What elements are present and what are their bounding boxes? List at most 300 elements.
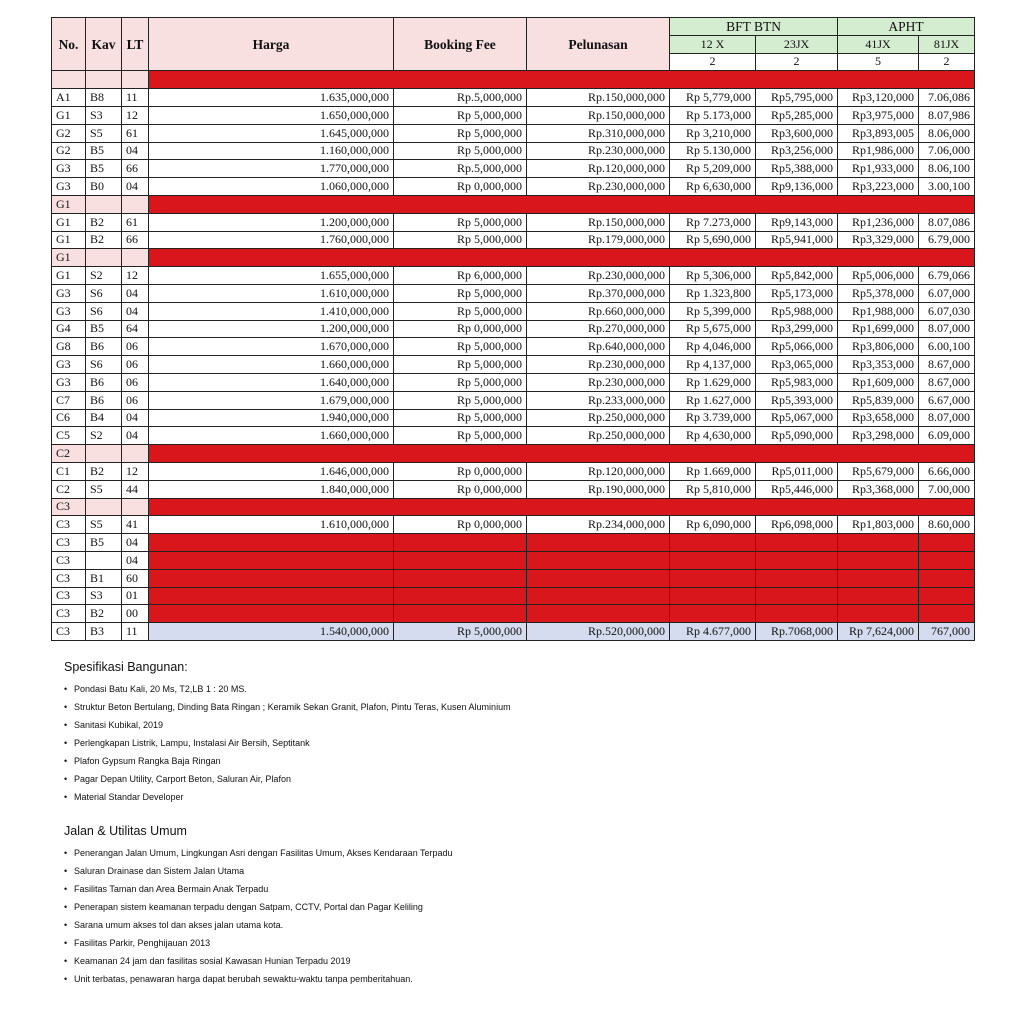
cell-booking-fee: Rp 5,000,000: [394, 338, 527, 356]
cell-installment: Rp5,090,000: [756, 427, 838, 445]
cell-installment: Rp5,839,000: [838, 391, 919, 409]
specifications-section: [64, 660, 984, 988]
cell-installment: 767,000: [919, 623, 975, 641]
cell-installment: Rp5,011,000: [756, 462, 838, 480]
table-row: [52, 409, 975, 427]
cell-lt: 66: [122, 231, 149, 249]
cell-installment: Rp 5,810,000: [670, 480, 756, 498]
cell-kav: B6: [86, 391, 122, 409]
red-cell: [149, 605, 394, 623]
cell-pelunasan: Rp.640,000,000: [527, 338, 670, 356]
bullet-item: • Fasilitas Parkir, Penghijauan 2013: [64, 934, 984, 952]
cell-pelunasan: Rp.120,000,000: [527, 160, 670, 178]
cell-installment: 8.06,100: [919, 160, 975, 178]
cell-booking-fee: Rp 5,000,000: [394, 142, 527, 160]
cell-kav: S6: [86, 356, 122, 374]
cell-pelunasan: Rp.150,000,000: [527, 213, 670, 231]
cell-kav: [86, 195, 122, 213]
red-cell: [670, 534, 756, 552]
cell-harga: 1.200,000,000: [149, 320, 394, 338]
cell-no: C1: [52, 462, 86, 480]
cell-booking-fee: Rp 6,000,000: [394, 267, 527, 285]
cell-no: G1: [52, 195, 86, 213]
cell-harga: 1.940,000,000: [149, 409, 394, 427]
cell-installment: Rp3,223,000: [838, 178, 919, 196]
table-row: [52, 551, 975, 569]
table-row: [52, 480, 975, 498]
table-row: [52, 445, 975, 463]
cell-no: G1: [52, 249, 86, 267]
cell-no: G8: [52, 338, 86, 356]
table-row: [52, 498, 975, 516]
cell-lt: 04: [122, 427, 149, 445]
table-row: [52, 356, 975, 374]
table-row: [52, 587, 975, 605]
cell-installment: 8.07,986: [919, 106, 975, 124]
cell-installment: Rp5,446,000: [756, 480, 838, 498]
price-table: [51, 17, 975, 641]
cell-installment: Rp 5.130,000: [670, 142, 756, 160]
cell-pelunasan: Rp.190,000,000: [527, 480, 670, 498]
cell-installment: Rp9,136,000: [756, 178, 838, 196]
red-cell: [838, 605, 919, 623]
cell-lt: 12: [122, 267, 149, 285]
header-booking-fee: Booking Fee: [394, 18, 527, 71]
cell-installment: Rp6,098,000: [756, 516, 838, 534]
cell-no: G1: [52, 267, 86, 285]
cell-no: G3: [52, 178, 86, 196]
cell-booking-fee: Rp 5,000,000: [394, 124, 527, 142]
cell-harga: 1.610,000,000: [149, 284, 394, 302]
header-lt: LT: [122, 18, 149, 71]
cell-lt: 41: [122, 516, 149, 534]
table-row: [52, 160, 975, 178]
red-cell: [394, 551, 527, 569]
bullet-item: • Sanitasi Kubikal, 2019: [64, 716, 984, 734]
red-cell: [670, 605, 756, 623]
cell-booking-fee: Rp 5,000,000: [394, 409, 527, 427]
cell-pelunasan: Rp.150,000,000: [527, 89, 670, 107]
red-cell: [838, 569, 919, 587]
cell-installment: Rp3,329,000: [838, 231, 919, 249]
spec-list: [64, 680, 984, 806]
cell-installment: Rp 4,137,000: [670, 356, 756, 374]
red-cell: [670, 569, 756, 587]
cell-installment: Rp 5,306,000: [670, 267, 756, 285]
cell-kav: S5: [86, 516, 122, 534]
header-count: 5: [838, 53, 919, 71]
cell-booking-fee: Rp 0,000,000: [394, 516, 527, 534]
cell-installment: Rp5,388,000: [756, 160, 838, 178]
cell-kav: B5: [86, 142, 122, 160]
cell-no: C3: [52, 551, 86, 569]
red-cell: [919, 587, 975, 605]
red-cell: [149, 551, 394, 569]
cell-kav: B2: [86, 605, 122, 623]
cell-installment: Rp 7,624,000: [838, 623, 919, 641]
spec-jalan-utilitas: [64, 824, 984, 988]
cell-pelunasan: Rp.234,000,000: [527, 516, 670, 534]
red-cell: [838, 587, 919, 605]
red-cell: [527, 534, 670, 552]
cell-no: G3: [52, 284, 86, 302]
cell-installment: Rp5,006,000: [838, 267, 919, 285]
bullet-item: • Pagar Depan Utility, Carport Beton, Saluran Air, Plafon: [64, 770, 984, 788]
cell-lt: [122, 71, 149, 89]
red-cell: [756, 587, 838, 605]
bullet-item: • Unit terbatas, penawaran harga dapat berubah sewaktu-waktu tanpa pemberitahuan.: [64, 970, 984, 988]
cell-no: C3: [52, 587, 86, 605]
cell-pelunasan: Rp.660,000,000: [527, 302, 670, 320]
header-kav: Kav: [86, 18, 122, 71]
cell-booking-fee: Rp 5,000,000: [394, 623, 527, 641]
cell-kav: B2: [86, 462, 122, 480]
cell-kav: B5: [86, 320, 122, 338]
cell-harga: 1.410,000,000: [149, 302, 394, 320]
cell-no: C2: [52, 445, 86, 463]
cell-no: A1: [52, 89, 86, 107]
cell-kav: S3: [86, 106, 122, 124]
cell-lt: 12: [122, 106, 149, 124]
table-row: [52, 178, 975, 196]
cell-lt: [122, 249, 149, 267]
cell-installment: Rp1,609,000: [838, 373, 919, 391]
cell-installment: Rp1,699,000: [838, 320, 919, 338]
cell-kav: B5: [86, 534, 122, 552]
cell-harga: 1.635,000,000: [149, 89, 394, 107]
table-row: [52, 195, 975, 213]
cell-kav: B0: [86, 178, 122, 196]
cell-no: [52, 71, 86, 89]
cell-booking-fee: Rp 0,000,000: [394, 178, 527, 196]
cell-lt: 04: [122, 142, 149, 160]
cell-kav: S5: [86, 480, 122, 498]
cell-kav: B6: [86, 338, 122, 356]
cell-kav: B5: [86, 160, 122, 178]
cell-no: G3: [52, 302, 86, 320]
cell-installment: Rp 1.323,800: [670, 284, 756, 302]
cell-harga: 1.840,000,000: [149, 480, 394, 498]
header-bank-apht: APHT: [838, 18, 975, 36]
bullet-item: • Pondasi Batu Kali, 20 Ms, T2,LB 1 : 20 MS.: [64, 680, 984, 698]
cell-installment: 6.07,030: [919, 302, 975, 320]
cell-lt: 01: [122, 587, 149, 605]
red-cell: [394, 587, 527, 605]
cell-installment: Rp5,285,000: [756, 106, 838, 124]
red-cell: [919, 569, 975, 587]
bullet-item: • Perlengkapan Listrik, Lampu, Instalasi Air Bersih, Septitank: [64, 734, 984, 752]
cell-lt: 00: [122, 605, 149, 623]
cell-booking-fee: Rp 5,000,000: [394, 231, 527, 249]
cell-kav: B2: [86, 213, 122, 231]
table-row: [52, 391, 975, 409]
header-term: 12 X: [670, 35, 756, 53]
red-cell: [838, 534, 919, 552]
cell-lt: 61: [122, 213, 149, 231]
header-count: 2: [756, 53, 838, 71]
cell-installment: 6.66,000: [919, 462, 975, 480]
cell-installment: Rp 3.739,000: [670, 409, 756, 427]
cell-lt: [122, 195, 149, 213]
table-row: [52, 249, 975, 267]
bullet-item: • Keamanan 24 jam dan fasilitas sosial Kawasan Hunian Terpadu 2019: [64, 952, 984, 970]
cell-lt: 06: [122, 356, 149, 374]
cell-no: G2: [52, 124, 86, 142]
cell-lt: 44: [122, 480, 149, 498]
cell-installment: Rp3,065,000: [756, 356, 838, 374]
cell-installment: 7.06,086: [919, 89, 975, 107]
cell-no: C3: [52, 534, 86, 552]
cell-pelunasan: Rp.370,000,000: [527, 284, 670, 302]
cell-harga: 1.650,000,000: [149, 106, 394, 124]
cell-lt: 04: [122, 551, 149, 569]
cell-no: G1: [52, 213, 86, 231]
cell-installment: Rp.7068,000: [756, 623, 838, 641]
cell-installment: Rp5,983,000: [756, 373, 838, 391]
cell-installment: Rp5,795,000: [756, 89, 838, 107]
cell-installment: Rp3,368,000: [838, 480, 919, 498]
cell-installment: Rp5,378,000: [838, 284, 919, 302]
table-row: [52, 427, 975, 445]
cell-harga: 1.645,000,000: [149, 124, 394, 142]
cell-booking-fee: Rp 5,000,000: [394, 106, 527, 124]
table-row: [52, 605, 975, 623]
cell-installment: Rp 5,209,000: [670, 160, 756, 178]
cell-booking-fee: Rp 0,000,000: [394, 320, 527, 338]
header-term: 81JX: [919, 35, 975, 53]
cell-pelunasan: Rp.270,000,000: [527, 320, 670, 338]
cell-installment: Rp5,941,000: [756, 231, 838, 249]
cell-no: G3: [52, 160, 86, 178]
cell-pelunasan: Rp.120,000,000: [527, 462, 670, 480]
cell-installment: Rp3,298,000: [838, 427, 919, 445]
cell-installment: Rp5,988,000: [756, 302, 838, 320]
cell-installment: 8.07,000: [919, 409, 975, 427]
cell-lt: [122, 498, 149, 516]
table-row: [52, 231, 975, 249]
red-cell: [394, 534, 527, 552]
cell-installment: 6.09,000: [919, 427, 975, 445]
cell-lt: 06: [122, 373, 149, 391]
bullet-item: • Material Standar Developer: [64, 788, 984, 806]
cell-kav: [86, 551, 122, 569]
cell-installment: 7.00,000: [919, 480, 975, 498]
cell-pelunasan: Rp.230,000,000: [527, 373, 670, 391]
red-band: [149, 445, 975, 463]
cell-booking-fee: Rp 0,000,000: [394, 462, 527, 480]
cell-installment: Rp3,600,000: [756, 124, 838, 142]
red-band: [149, 249, 975, 267]
table-row: [52, 213, 975, 231]
cell-kav: [86, 249, 122, 267]
cell-installment: Rp3,658,000: [838, 409, 919, 427]
cell-installment: Rp1,986,000: [838, 142, 919, 160]
cell-installment: Rp1,988,000: [838, 302, 919, 320]
cell-booking-fee: Rp.5,000,000: [394, 160, 527, 178]
red-cell: [670, 551, 756, 569]
red-cell: [670, 587, 756, 605]
cell-harga: 1.770,000,000: [149, 160, 394, 178]
table-row: [52, 462, 975, 480]
cell-kav: [86, 445, 122, 463]
cell-installment: Rp5,067,000: [756, 409, 838, 427]
cell-installment: Rp5,173,000: [756, 284, 838, 302]
cell-booking-fee: Rp 5,000,000: [394, 427, 527, 445]
cell-lt: 66: [122, 160, 149, 178]
cell-installment: Rp3,975,000: [838, 106, 919, 124]
cell-installment: Rp 5,690,000: [670, 231, 756, 249]
red-cell: [756, 534, 838, 552]
cell-installment: 6.79,000: [919, 231, 975, 249]
red-cell: [527, 605, 670, 623]
cell-kav: B1: [86, 569, 122, 587]
cell-booking-fee: Rp 5,000,000: [394, 213, 527, 231]
cell-booking-fee: Rp 5,000,000: [394, 302, 527, 320]
jalan-title: Jalan & Utilitas Umum: [64, 824, 187, 838]
cell-installment: Rp9,143,000: [756, 213, 838, 231]
cell-installment: Rp 5.173,000: [670, 106, 756, 124]
cell-pelunasan: Rp.520,000,000: [527, 623, 670, 641]
cell-lt: 64: [122, 320, 149, 338]
cell-harga: 1.760,000,000: [149, 231, 394, 249]
cell-installment: Rp1,803,000: [838, 516, 919, 534]
cell-installment: 6.67,000: [919, 391, 975, 409]
table-row: [52, 284, 975, 302]
table-row: [52, 623, 975, 641]
cell-kav: S6: [86, 302, 122, 320]
cell-no: C7: [52, 391, 86, 409]
cell-harga: 1.679,000,000: [149, 391, 394, 409]
cell-lt: 60: [122, 569, 149, 587]
cell-kav: S2: [86, 427, 122, 445]
table-row: [52, 534, 975, 552]
cell-harga: 1.160,000,000: [149, 142, 394, 160]
red-cell: [756, 551, 838, 569]
price-table-body: [52, 71, 975, 641]
cell-pelunasan: Rp.230,000,000: [527, 267, 670, 285]
header-bank-btn: BFT BTN: [670, 18, 838, 36]
bullet-item: • Struktur Beton Bertulang, Dinding Bata Ringan ; Keramik Sekan Granit, Plafon, Pintu Teras, Kusen Aluminium: [64, 698, 984, 716]
bullet-item: • Plafon Gypsum Rangka Baja Ringan: [64, 752, 984, 770]
cell-harga: 1.655,000,000: [149, 267, 394, 285]
cell-installment: 8.67,000: [919, 356, 975, 374]
red-band: [149, 195, 975, 213]
table-row: [52, 267, 975, 285]
table-row: [52, 142, 975, 160]
header-term: 23JX: [756, 35, 838, 53]
cell-no: G3: [52, 356, 86, 374]
cell-installment: Rp3,353,000: [838, 356, 919, 374]
red-cell: [838, 551, 919, 569]
cell-pelunasan: Rp.230,000,000: [527, 356, 670, 374]
cell-pelunasan: Rp.310,000,000: [527, 124, 670, 142]
cell-installment: Rp 1.627,000: [670, 391, 756, 409]
cell-installment: Rp 1.629,000: [670, 373, 756, 391]
cell-harga: 1.060,000,000: [149, 178, 394, 196]
cell-installment: 6.79,066: [919, 267, 975, 285]
cell-pelunasan: Rp.250,000,000: [527, 427, 670, 445]
cell-harga: 1.610,000,000: [149, 516, 394, 534]
header-count: 2: [919, 53, 975, 71]
cell-kav: S3: [86, 587, 122, 605]
bullet-item: • Saluran Drainase dan Sistem Jalan Utama: [64, 862, 984, 880]
cell-kav: S2: [86, 267, 122, 285]
bullet-item: • Penerangan Jalan Umum, Lingkungan Asri dengan Fasilitas Umum, Akses Kendaraan Terpadu: [64, 844, 984, 862]
cell-installment: Rp5,393,000: [756, 391, 838, 409]
red-cell: [527, 551, 670, 569]
cell-booking-fee: Rp.5,000,000: [394, 89, 527, 107]
cell-installment: Rp3,120,000: [838, 89, 919, 107]
cell-lt: 11: [122, 623, 149, 641]
cell-lt: 04: [122, 409, 149, 427]
cell-no: C3: [52, 605, 86, 623]
table-row: [52, 373, 975, 391]
cell-lt: [122, 445, 149, 463]
table-row: [52, 338, 975, 356]
cell-no: G3: [52, 373, 86, 391]
cell-installment: Rp 3,210,000: [670, 124, 756, 142]
cell-harga: 1.640,000,000: [149, 373, 394, 391]
jalan-list: [64, 844, 984, 988]
cell-lt: 04: [122, 178, 149, 196]
cell-no: G1: [52, 106, 86, 124]
cell-installment: Rp 6,090,000: [670, 516, 756, 534]
red-cell: [919, 551, 975, 569]
cell-installment: 6.00,100: [919, 338, 975, 356]
cell-installment: Rp3,806,000: [838, 338, 919, 356]
cell-installment: Rp5,066,000: [756, 338, 838, 356]
cell-installment: Rp3,256,000: [756, 142, 838, 160]
cell-lt: 06: [122, 391, 149, 409]
cell-no: C5: [52, 427, 86, 445]
cell-installment: 8.67,000: [919, 373, 975, 391]
red-cell: [756, 569, 838, 587]
header-harga: Harga: [149, 18, 394, 71]
cell-harga: 1.646,000,000: [149, 462, 394, 480]
cell-harga: 1.670,000,000: [149, 338, 394, 356]
cell-lt: 04: [122, 302, 149, 320]
cell-installment: Rp1,933,000: [838, 160, 919, 178]
cell-kav: B8: [86, 89, 122, 107]
cell-pelunasan: Rp.233,000,000: [527, 391, 670, 409]
red-cell: [919, 605, 975, 623]
cell-no: C3: [52, 516, 86, 534]
red-cell: [756, 605, 838, 623]
cell-installment: 8.06,000: [919, 124, 975, 142]
table-row: [52, 302, 975, 320]
cell-installment: Rp 4.677,000: [670, 623, 756, 641]
cell-installment: Rp 4,630,000: [670, 427, 756, 445]
red-cell: [149, 569, 394, 587]
cell-kav: B4: [86, 409, 122, 427]
cell-installment: 7.06,000: [919, 142, 975, 160]
red-cell: [394, 569, 527, 587]
cell-pelunasan: Rp.150,000,000: [527, 106, 670, 124]
red-cell: [149, 534, 394, 552]
red-band: [149, 498, 975, 516]
cell-kav: [86, 71, 122, 89]
cell-kav: S6: [86, 284, 122, 302]
cell-kav: [86, 498, 122, 516]
red-cell: [149, 587, 394, 605]
cell-installment: 8.07,000: [919, 320, 975, 338]
red-cell: [394, 605, 527, 623]
header-pelunasan: Pelunasan: [527, 18, 670, 71]
cell-installment: Rp3,893,005: [838, 124, 919, 142]
cell-pelunasan: Rp.230,000,000: [527, 178, 670, 196]
cell-harga: 1.200,000,000: [149, 213, 394, 231]
spec-title: Spesifikasi Bangunan:: [64, 660, 188, 674]
